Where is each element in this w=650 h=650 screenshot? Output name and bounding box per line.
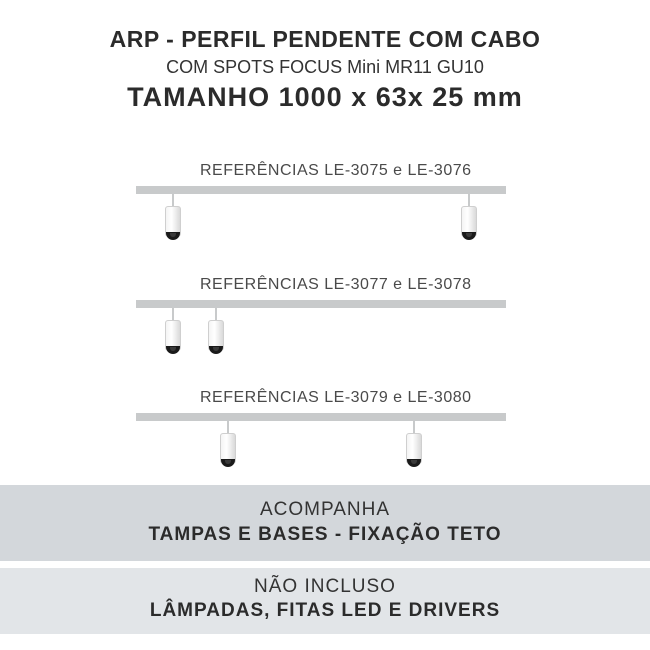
spot-light: [164, 194, 182, 242]
variant-1: [0, 162, 650, 252]
not-included-band: [0, 568, 650, 634]
variant-reference: REFERÊNCIAS LE-3079 e LE-3080: [200, 389, 472, 406]
product-subtitle: COM SPOTS FOCUS Mini MR11 GU10: [166, 57, 484, 77]
spot-light: [219, 421, 237, 469]
variant-reference: REFERÊNCIAS LE-3077 e LE-3078: [200, 276, 472, 293]
variant-3: [0, 389, 650, 479]
product-size: TAMANHO 1000 x 63x 25 mm: [127, 82, 523, 112]
not-included-items: LÂMPADAS, FITAS LED E DRIVERS: [149, 600, 501, 621]
not-included-label: NÃO INCLUSO: [254, 576, 396, 597]
profile-bar: [136, 186, 506, 194]
spot-light: [405, 421, 423, 469]
spot-light: [164, 308, 182, 356]
included-items: TAMPAS E BASES - FIXAÇÃO TETO: [148, 524, 502, 545]
profile-bar: [136, 413, 506, 421]
variant-2: [0, 276, 650, 366]
included-label: ACOMPANHA: [259, 499, 391, 520]
included-band: [0, 485, 650, 561]
spot-light: [460, 194, 478, 242]
spot-light: [207, 308, 225, 356]
profile-bar: [136, 300, 506, 308]
product-title: ARP - PERFIL PENDENTE COM CABO: [109, 26, 541, 52]
variant-reference: REFERÊNCIAS LE-3075 e LE-3076: [200, 162, 472, 179]
